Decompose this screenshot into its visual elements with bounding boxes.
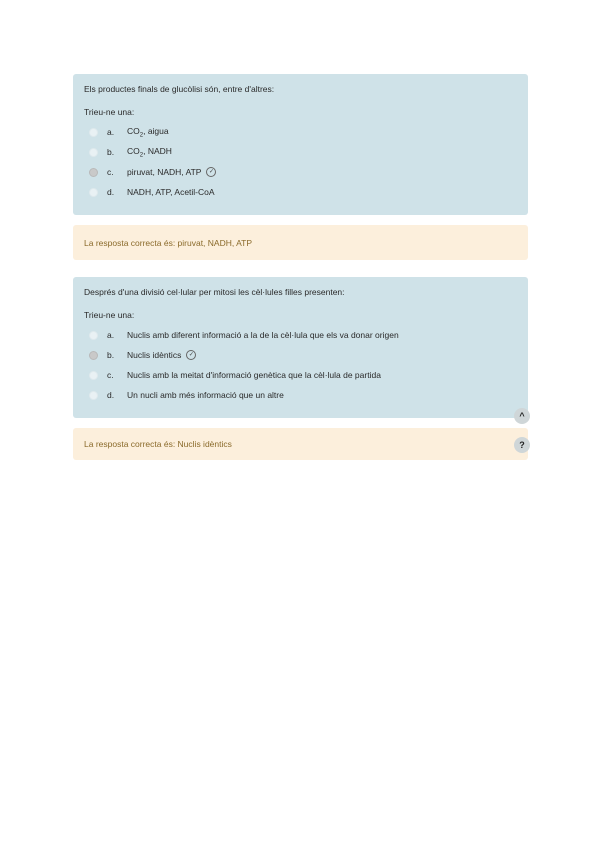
radio-button[interactable] — [89, 188, 98, 197]
help-button[interactable] — [514, 437, 530, 453]
radio-button[interactable] — [89, 371, 98, 380]
answer-option-a[interactable] — [84, 325, 517, 345]
option-label: Nuclis amb la meitat d'informació genètica que la cèl·lula de partida — [127, 370, 381, 380]
option-letter: a. — [107, 330, 115, 340]
option-label: NADH, ATP, Acetil-CoA — [127, 187, 215, 197]
question-mark-icon: ? — [519, 440, 525, 450]
option-label: Nuclis idèntics — [127, 350, 182, 360]
option-label: Un nucli amb més informació que un altre — [127, 390, 284, 400]
question-1 — [73, 74, 528, 215]
chevron-up-icon: ^ — [519, 411, 525, 421]
choose-label: Trieu-ne una: — [84, 107, 135, 117]
radio-button-selected[interactable] — [89, 351, 98, 360]
option-letter: b. — [107, 350, 115, 360]
question-text: Després d'una divisió cel·lular per mitosi les cèl·lules filles presenten: — [84, 287, 345, 297]
correct-answer-text: La resposta correcta és: piruvat, NADH, ATP — [84, 237, 253, 248]
scroll-to-top-button[interactable] — [514, 408, 530, 424]
option-label: $CO_2$, NADH — [127, 145, 172, 159]
correct-check-icon: ✓ — [206, 167, 216, 177]
answer-option-d[interactable] — [84, 182, 517, 202]
radio-button[interactable] — [89, 128, 98, 137]
radio-button[interactable] — [89, 391, 98, 400]
question-2 — [73, 277, 528, 418]
radio-button[interactable] — [89, 331, 98, 340]
option-label: $CO_2$, aigua — [127, 125, 169, 139]
answer-option-c[interactable] — [84, 365, 517, 385]
option-letter: c. — [107, 167, 114, 177]
answer-option-b[interactable] — [84, 142, 517, 162]
correct-answer-text: La resposta correcta és: Nuclis idèntics — [84, 439, 232, 449]
answer-option-c[interactable] — [84, 162, 517, 182]
option-letter: c. — [107, 370, 114, 380]
option-letter: a. — [107, 127, 115, 137]
answer-option-b[interactable] — [84, 345, 517, 365]
option-letter: d. — [107, 390, 115, 400]
option-label: Nuclis amb diferent informació a la de la cèl·lula que els va donar origen — [127, 330, 399, 340]
answer-option-d[interactable] — [84, 385, 517, 405]
question-text: Els productes finals de glucòlisi són, entre d'altres: — [84, 84, 275, 94]
answer-option-a[interactable] — [84, 122, 517, 142]
feedback-1 — [73, 225, 528, 260]
option-letter: b. — [107, 147, 115, 157]
radio-button-selected[interactable] — [89, 168, 98, 177]
radio-button[interactable] — [89, 148, 98, 157]
feedback-2 — [73, 428, 528, 460]
choose-label: Trieu-ne una: — [84, 310, 135, 320]
option-label: piruvat, NADH, ATP — [127, 167, 202, 177]
option-letter: d. — [107, 187, 115, 197]
correct-check-icon: ✓ — [186, 350, 196, 360]
